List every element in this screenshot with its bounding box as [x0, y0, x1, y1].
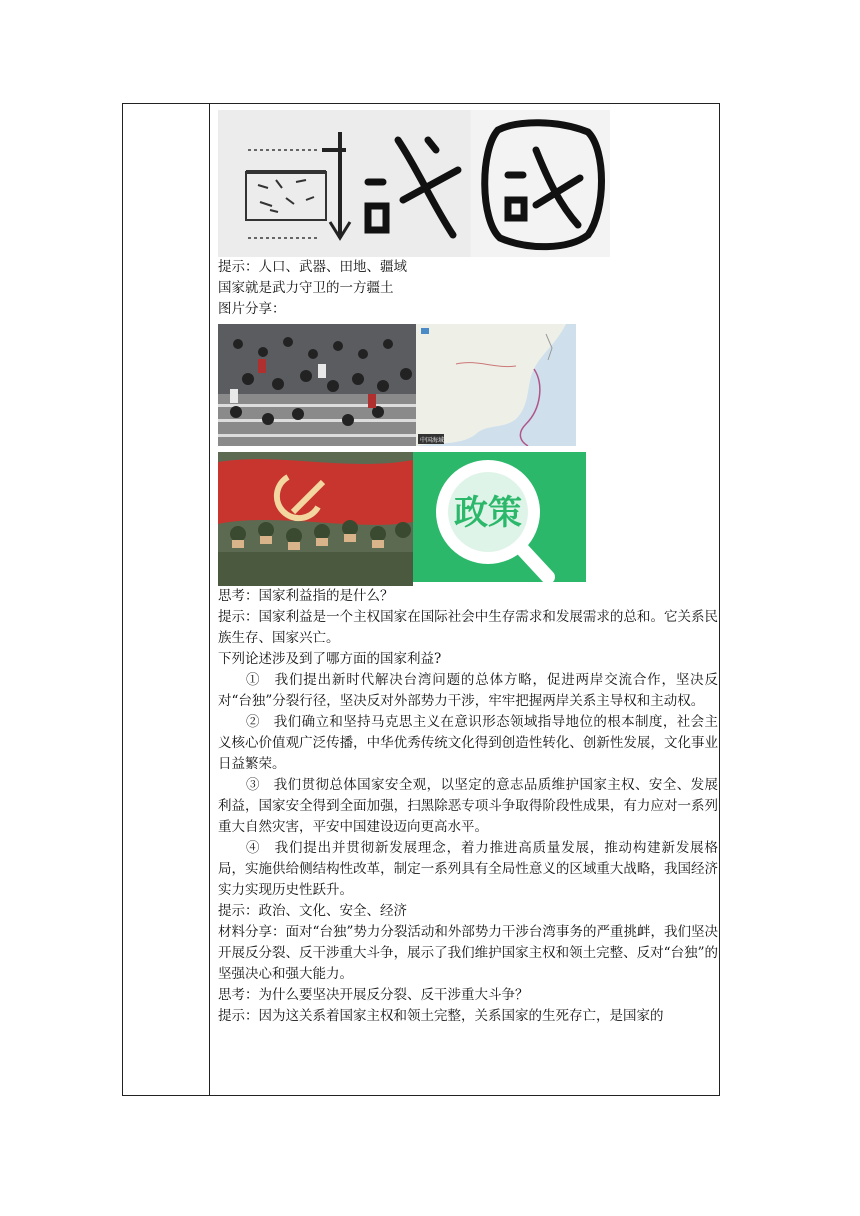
- policy-text: 政策: [454, 493, 522, 533]
- map-image: [416, 324, 576, 446]
- think-line-2: 思考：为什么要坚决开展反分裂、反干涉重大斗争？: [218, 987, 529, 1003]
- column-divider: [209, 104, 210, 1095]
- think-line-1: 思考：国家利益指的是什么？: [218, 588, 394, 604]
- crowd-photo: [218, 324, 416, 446]
- hint-line-3: 提示：政治、文化、安全、经济: [218, 903, 407, 919]
- ancient-characters-image: [218, 110, 610, 257]
- item-1: ① 我们提出新时代解决台湾问题的总体方略，促进两岸交流合作，坚决反对“台独”分裂行径，坚决反对外部势力干涉，牢牢把握两岸关系主导权和主动权。: [218, 672, 718, 709]
- hint-line-4: 提示：因为这关系着国家主权和领土完整，关系国家的生死存亡，是国家的: [218, 1008, 664, 1024]
- item-4: ④ 我们提出并贯彻新发展理念，着力推进高质量发展，推动构建新发展格局，实施供给侧结构性改革，制定一系列具有全局性意义的区域重大战略，我国经济实力实现历史性跃升。: [218, 840, 718, 898]
- definition-line: 国家就是武力守卫的一方疆土: [218, 280, 394, 296]
- material-paragraph: 材料分享：面对“台独”势力分裂活动和外部势力干涉台湾事务的严重挑衅，我们坚决开展反分裂、反干涉重大斗争，展示了我们维护国家主权和领土完整、反对“台独”的坚强决心和强大能力。: [218, 924, 718, 982]
- question-line: 下列论述涉及到了哪方面的国家利益?: [218, 651, 442, 667]
- hint-line-2: 提示：国家利益是一个主权国家在国际社会中生存需求和发展需求的总和。它关系民族生存、国家兴亡。: [218, 609, 718, 646]
- image-share-label: 图片分享：: [218, 301, 286, 317]
- military-parade-photo: [218, 452, 413, 586]
- hint-line-1: 提示：人口、武器、田地、疆域: [218, 259, 407, 275]
- map-caption: 中国海域: [420, 437, 445, 444]
- content-cell: [218, 110, 718, 1027]
- item-2: ② 我们确立和坚持马克思主义在意识形态领域指导地位的根本制度，社会主义核心价值观广泛传播，中华优秀传统文化得到创造性转化、创新性发展，文化事业日益繁荣。: [218, 714, 718, 772]
- policy-graphic: [413, 452, 586, 582]
- document-table: [122, 103, 720, 1096]
- item-3: ③ 我们贯彻总体国家安全观，以坚定的意志品质维护国家主权、安全、发展利益，国家安全得到全面加强，扫黑除恶专项斗争取得阶段性成果，有力应对一系列重大自然灾害，平安中国建设迈向更高水平。: [218, 777, 718, 835]
